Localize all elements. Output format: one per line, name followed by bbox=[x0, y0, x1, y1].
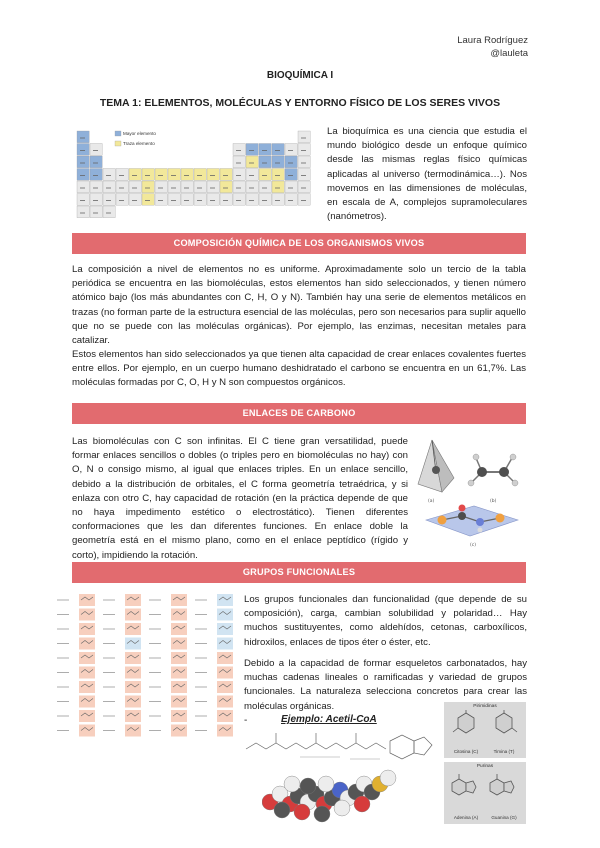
periodic-cell bbox=[285, 194, 297, 206]
periodic-cell bbox=[220, 181, 232, 193]
periodic-cell bbox=[142, 181, 154, 193]
periodic-cell bbox=[233, 194, 245, 206]
periodic-cell bbox=[77, 181, 89, 193]
periodic-cell bbox=[77, 144, 89, 156]
atom-sphere bbox=[300, 778, 316, 794]
periodic-cell bbox=[298, 144, 310, 156]
periodic-cell bbox=[194, 181, 206, 193]
periodic-cell bbox=[90, 194, 102, 206]
periodic-cell bbox=[90, 144, 102, 156]
periodic-cell bbox=[285, 144, 297, 156]
atom-sphere bbox=[380, 770, 396, 786]
periodic-cell bbox=[207, 181, 219, 193]
periodic-cell bbox=[233, 144, 245, 156]
section-banner-grupos: GRUPOS FUNCIONALES bbox=[72, 562, 526, 583]
periodic-cell bbox=[90, 181, 102, 193]
periodic-cell bbox=[298, 169, 310, 181]
grupos-paragraph-2: Debido a la capacidad de formar esqueletos carbonatados, hay muchas cadenas lineales o ramificadas y variedad de grupos funcionales. La naturaleza selecciona concretos para crear las moléculas orgánicas. bbox=[244, 658, 527, 712]
periodic-cell bbox=[259, 169, 271, 181]
periodic-cell bbox=[181, 169, 193, 181]
periodic-cell bbox=[246, 181, 258, 193]
periodic-cell bbox=[233, 169, 245, 181]
periodic-cell bbox=[272, 194, 284, 206]
functional-groups-graphic bbox=[55, 590, 237, 740]
periodic-cell bbox=[246, 169, 258, 181]
periodic-cell bbox=[272, 156, 284, 168]
periodic-table-figure bbox=[75, 127, 319, 223]
periodic-cell bbox=[285, 169, 297, 181]
acetyl-coa-space-filling-model bbox=[262, 764, 410, 826]
periodic-cell bbox=[116, 194, 128, 206]
periodic-cell bbox=[246, 156, 258, 168]
periodic-cell bbox=[103, 169, 115, 181]
periodic-cell bbox=[168, 169, 180, 181]
carbon-geometry-figure bbox=[414, 432, 528, 550]
section-banner-enlaces: ENLACES DE CARBONO bbox=[72, 403, 526, 424]
tetrahedron-shape bbox=[418, 440, 454, 492]
periodic-cell bbox=[298, 181, 310, 193]
periodic-cell bbox=[77, 169, 89, 181]
ball-stick-model bbox=[468, 454, 518, 486]
periodic-cell bbox=[142, 169, 154, 181]
acetyl-coa-structure bbox=[240, 727, 440, 767]
periodic-cell bbox=[142, 194, 154, 206]
periodic-cell bbox=[77, 131, 89, 143]
atom-sphere bbox=[274, 802, 290, 818]
course-title: BIOQUÍMICA I bbox=[266, 70, 334, 81]
atom-sphere bbox=[318, 776, 334, 792]
intro-paragraph: La bioquímica es una ciencia que estudia el mundo biológico desde un enfoque químico desde las mismas reglas físico químicas aplicadas al universo (termodinámica…). Nos movemos en las dimensiones de moléculas, en escala de A, complejos supramoleculares (nanómetros). bbox=[327, 126, 527, 223]
atom-sphere bbox=[354, 796, 370, 812]
periodic-cell bbox=[129, 181, 141, 193]
pyrimidine-label-1: Citosina (C) bbox=[453, 749, 479, 754]
author-name: Laura Rodríguez bbox=[457, 35, 528, 46]
periodic-cell bbox=[194, 169, 206, 181]
periodic-cell bbox=[155, 169, 167, 181]
periodic-cell bbox=[259, 144, 271, 156]
periodic-cell bbox=[272, 169, 284, 181]
periodic-cell bbox=[207, 194, 219, 206]
periodic-cell bbox=[77, 206, 89, 218]
atom-sphere bbox=[294, 804, 310, 820]
functional-groups-table-figure bbox=[55, 590, 237, 740]
author-handle: @lauleta bbox=[490, 48, 528, 59]
example-bullet: - bbox=[244, 715, 248, 726]
periodic-cell bbox=[168, 194, 180, 206]
pyrimidines-title: Pirimidinas bbox=[473, 704, 497, 709]
periodic-cell bbox=[155, 194, 167, 206]
periodic-cell bbox=[103, 206, 115, 218]
purine-label-2: Guanina (G) bbox=[491, 815, 517, 820]
enlaces-paragraph: Las biomoléculas con C son infinitas. El C tiene gran versatilidad, puede formar enlaces sencillos o dobles (o triples pero en biomoléculas no hay) con O, N o consigo mismo, al igual que enlaces triples. En un enlace sencillo, debido a la distribución de orbitales, el C forma geometría tetraédrica, y si enlaza con otro C, hay capacidad de rotación (en la práctica depende de que no haya impedimento estético o electrostático). Tienen diferentes conformaciones que les dan diferentes funciones. En enlace doble la geometría está en el mismo plano, como en el enlace peptídico (rígido y corto), impidiendo la rotación. bbox=[72, 436, 408, 561]
periodic-cell bbox=[285, 181, 297, 193]
periodic-cell bbox=[246, 144, 258, 156]
periodic-cell bbox=[220, 194, 232, 206]
composicion-paragraph-2: Estos elementos han sido seleccionados ya que tienen alta capacidad de crear enlaces covalentes fuertes entre ellos. Por ejemplo, en un cuerpo humano deshidratado el carbono se encuentra en un 61,7%. Las moléculas formadas por C, O, H y N son compuestos orgánicos. bbox=[72, 349, 526, 389]
periodic-cell bbox=[233, 156, 245, 168]
periodic-cell bbox=[181, 194, 193, 206]
periodic-cell bbox=[103, 194, 115, 206]
section-banner-composicion: COMPOSICIÓN QUÍMICA DE LOS ORGANISMOS VIVOS bbox=[72, 233, 526, 254]
periodic-cell bbox=[77, 194, 89, 206]
pyrimidines-panel bbox=[444, 702, 526, 758]
composicion-paragraph-1: La composición a nivel de elementos no es uniforme. Aproximadamente solo un tercio de la tabla periódica se encuentra en las biomoléculas, estos elementos han sido seleccionados, y tienen número atómico bajo (los más abundantes con C, H, O y N). También hay una serie de elementos metálicos en trazas (no forman parte de la estructura esencial de las moléculas, pero son necesarios para suplir aquello que no se puede con las moléculas orgánicas). Por ejemplo, las enzimas, necesitan metales para catalizar. bbox=[72, 264, 526, 347]
peptide-plane-model bbox=[426, 505, 518, 537]
author-block bbox=[457, 34, 528, 60]
atom-sphere bbox=[284, 776, 300, 792]
figure-label-b: (b) bbox=[490, 499, 497, 504]
periodic-cell bbox=[103, 181, 115, 193]
figure-label-c: (c) bbox=[470, 543, 476, 548]
periodic-cell bbox=[259, 194, 271, 206]
purines-panel bbox=[444, 762, 526, 824]
periodic-cell bbox=[168, 181, 180, 193]
periodic-cell bbox=[298, 131, 310, 143]
periodic-cell bbox=[90, 156, 102, 168]
periodic-cell bbox=[90, 169, 102, 181]
periodic-cell bbox=[272, 181, 284, 193]
periodic-cell bbox=[194, 194, 206, 206]
periodic-cell bbox=[129, 169, 141, 181]
periodic-cell bbox=[181, 181, 193, 193]
periodic-cell bbox=[116, 169, 128, 181]
periodic-cell bbox=[298, 194, 310, 206]
periodic-cell bbox=[298, 156, 310, 168]
periodic-cell bbox=[272, 144, 284, 156]
periodic-cell bbox=[90, 206, 102, 218]
atom-sphere bbox=[334, 800, 350, 816]
periodic-cell bbox=[116, 181, 128, 193]
periodic-cell bbox=[259, 181, 271, 193]
periodic-table-graphic bbox=[75, 127, 319, 223]
purines-title: Purinas bbox=[476, 764, 494, 769]
periodic-cell bbox=[207, 169, 219, 181]
example-acetyl-coa: Ejemplo: Acetil-CoA bbox=[281, 714, 377, 725]
periodic-cell bbox=[220, 169, 232, 181]
figure-label-a: (a) bbox=[428, 499, 435, 504]
legend-trace-text: Traza elemento bbox=[123, 141, 155, 146]
periodic-cell bbox=[233, 181, 245, 193]
periodic-cell bbox=[246, 194, 258, 206]
grupos-paragraph-1: Los grupos funcionales dan funcionalidad (que depende de su composición), carga, cambian solubilidad y polaridad… Hay muchos sustituyentes, como aldehídos, cetonas, carboxílicos, hidroxilos, enlaces de tipos éter o éster, etc. bbox=[244, 594, 527, 648]
topic-title: TEMA 1: ELEMENTOS, MOLÉCULAS Y ENTORNO FÍSICO DE LOS SERES VIVOS bbox=[99, 97, 501, 109]
periodic-cell bbox=[77, 156, 89, 168]
purine-label-1: Adenina (A) bbox=[453, 815, 479, 820]
pyrimidine-label-2: Timina (T) bbox=[493, 749, 515, 754]
periodic-cell bbox=[129, 194, 141, 206]
atom-sphere bbox=[314, 806, 330, 822]
legend-major-text: Mayor elemento bbox=[123, 131, 156, 136]
periodic-cell bbox=[285, 156, 297, 168]
periodic-cell bbox=[155, 181, 167, 193]
periodic-cell bbox=[259, 156, 271, 168]
